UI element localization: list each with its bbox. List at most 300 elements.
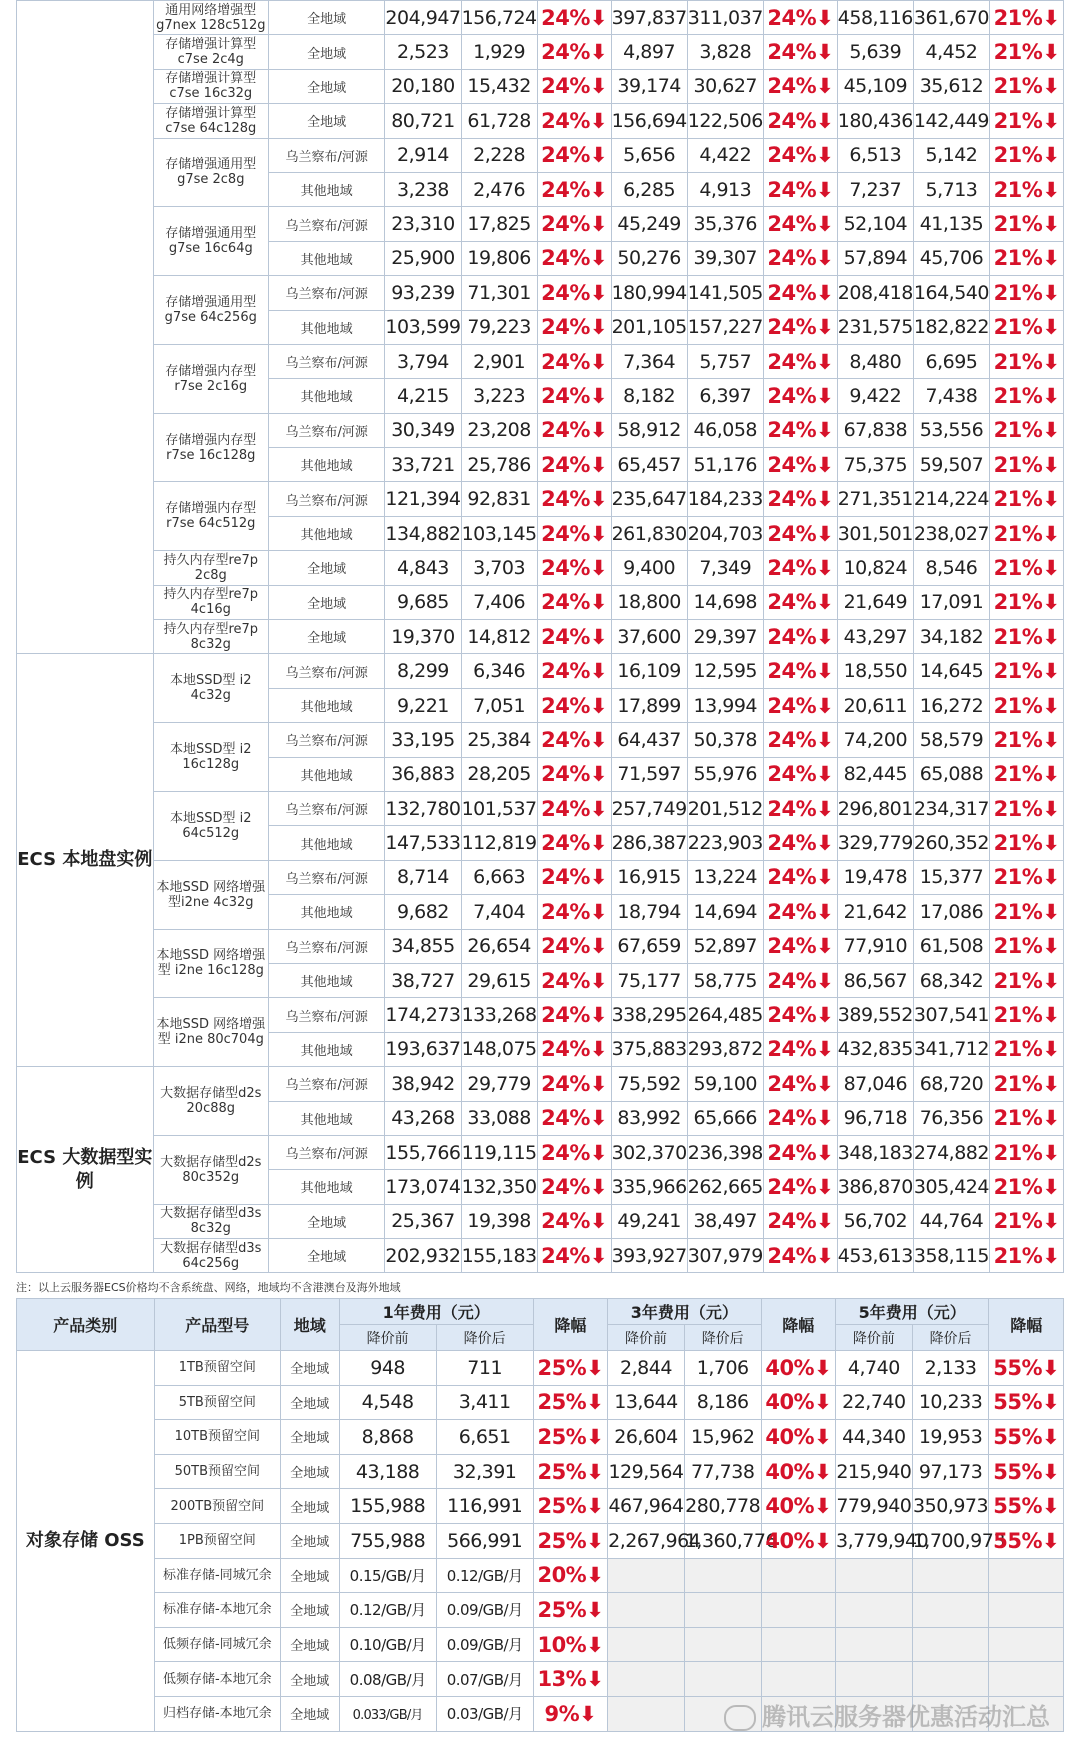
model-cell: 存储增强计算型 c7se 2c4g [153,35,268,69]
price-cell: 204,703 [687,516,763,550]
region-cell: 全地域 [280,1523,339,1558]
price-cell: 74,200 [837,723,913,757]
price-cell: 86,567 [837,963,913,997]
price-cell: 350,973 [912,1489,989,1524]
price-cell: 296,801 [837,791,913,825]
price-cell: 52,897 [687,929,763,963]
price-cell: 103,145 [461,516,537,550]
price-cell: 38,942 [385,1067,461,1101]
drop-cell: 40%⬇ [761,1523,835,1558]
region-cell: 乌兰察布/河源 [268,138,384,172]
price-cell: 65,088 [913,757,989,791]
price-cell: 45,109 [837,69,913,103]
price-cell: 235,647 [611,482,687,516]
drop-cell: 21%⬇ [990,688,1064,722]
price-cell: 93,239 [385,276,461,310]
price-cell: 30,349 [385,413,461,447]
price-cell: 14,698 [687,585,763,619]
table-row [17,620,1064,654]
empty-cell [836,1662,913,1697]
table-row [17,929,1064,963]
region-cell: 其他地域 [268,172,384,206]
price-cell: 46,058 [687,413,763,447]
region-cell: 全地域 [280,1351,339,1386]
model-cell: 存储增强通用型 g7se 64c256g [153,276,268,345]
price-cell: 155,766 [385,1135,461,1169]
price-cell: 9,221 [385,688,461,722]
price-cell: 375,883 [611,1032,687,1066]
price-cell: 755,988 [339,1523,436,1558]
price-cell: 348,183 [837,1135,913,1169]
price-cell: 30,627 [687,69,763,103]
drop-cell: 24%⬇ [763,1170,837,1204]
price-cell: 29,779 [461,1067,537,1101]
price-cell: 92,831 [461,482,537,516]
price-cell: 4,548 [339,1385,436,1420]
model-cell: 本地SSD型 i2 4c32g [153,654,268,723]
region-cell: 其他地域 [268,379,384,413]
price-cell: 3,411 [436,1385,533,1420]
table-row [17,1627,1064,1662]
price-cell: 156,694 [611,104,687,138]
price-cell: 61,728 [461,104,537,138]
header-model: 产品型号 [154,1299,280,1351]
price-cell: 215,940 [836,1454,913,1489]
price-cell: 173,074 [385,1170,461,1204]
price-cell: 174,273 [385,998,461,1032]
price-cell: 234,317 [913,791,989,825]
price-cell: 103,599 [385,310,461,344]
drop-cell: 24%⬇ [537,1239,611,1273]
price-cell: 77,910 [837,929,913,963]
price-cell: 9,422 [837,379,913,413]
price-cell: 38,497 [687,1204,763,1238]
table-row [17,860,1064,894]
price-cell: 14,645 [913,654,989,688]
price-cell: 14,694 [687,895,763,929]
region-cell: 其他地域 [268,448,384,482]
price-cell: 18,800 [611,585,687,619]
price-cell: 83,992 [611,1101,687,1135]
price-cell: 157,227 [687,310,763,344]
price-cell: 15,377 [913,860,989,894]
price-cell: 8,480 [837,344,913,378]
price-cell: 26,654 [461,929,537,963]
empty-cell [608,1627,685,1662]
price-cell: 307,541 [913,998,989,1032]
price-cell: 59,100 [687,1067,763,1101]
price-cell: 286,387 [611,826,687,860]
table-row [17,276,1064,310]
drop-cell: 24%⬇ [537,1032,611,1066]
region-cell: 乌兰察布/河源 [268,482,384,516]
price-cell: 3,828 [687,35,763,69]
price-cell: 386,870 [837,1170,913,1204]
price-cell: 274,882 [913,1135,989,1169]
drop-cell: 24%⬇ [763,860,837,894]
drop-cell: 24%⬇ [537,104,611,138]
price-cell: 134,882 [385,516,461,550]
price-cell: 180,994 [611,276,687,310]
region-cell: 乌兰察布/河源 [268,929,384,963]
price-cell: 44,764 [913,1204,989,1238]
drop-cell: 55%⬇ [989,1523,1064,1558]
price-cell: 3,779,940 [836,1523,913,1558]
price-cell: 0.12/GB/月 [339,1593,436,1628]
region-cell: 其他地域 [268,1032,384,1066]
price-cell: 5,656 [611,138,687,172]
model-cell: 持久内存型re7p 8c32g [153,620,268,654]
price-cell: 4,422 [687,138,763,172]
footnote: 注：以上云服务器ECS价格均不含系统盘、网络，地域均不含港澳台及海外地域 [16,1281,401,1294]
drop-cell: 24%⬇ [763,585,837,619]
price-cell: 29,615 [461,963,537,997]
price-cell: 68,342 [913,963,989,997]
drop-cell: 21%⬇ [990,963,1064,997]
price-cell: 7,404 [461,895,537,929]
price-cell: 311,037 [687,1,763,35]
price-cell: 65,666 [687,1101,763,1135]
price-cell: 264,485 [687,998,763,1032]
price-cell: 5,713 [913,172,989,206]
model-cell: 存储增强通用型 g7se 16c64g [153,207,268,276]
price-cell: 0.07/GB/月 [436,1662,533,1697]
model-cell: 存储增强计算型 c7se 16c32g [153,69,268,103]
drop-cell: 21%⬇ [990,998,1064,1032]
price-cell: 262,665 [687,1170,763,1204]
drop-cell: 40%⬇ [761,1454,835,1489]
region-cell: 乌兰察布/河源 [268,791,384,825]
empty-cell [608,1593,685,1628]
drop-cell: 25%⬇ [533,1385,607,1420]
drop-cell: 24%⬇ [763,1135,837,1169]
table-row [17,69,1064,103]
price-cell: 39,307 [687,241,763,275]
price-cell: 16,272 [913,688,989,722]
price-cell: 4,740 [836,1351,913,1386]
price-cell: 0.09/GB/月 [436,1627,533,1662]
price-cell: 19,806 [461,241,537,275]
model-cell: 存储增强内存型 r7se 64c512g [153,482,268,551]
region-cell: 全地域 [280,1696,339,1731]
drop-cell: 21%⬇ [990,929,1064,963]
price-cell: 45,249 [611,207,687,241]
drop-cell: 24%⬇ [537,344,611,378]
price-cell: 0.15/GB/月 [339,1558,436,1593]
drop-cell: 21%⬇ [990,1101,1064,1135]
drop-cell: 24%⬇ [537,138,611,172]
drop-cell: 24%⬇ [763,1204,837,1238]
drop-cell: 24%⬇ [763,791,837,825]
price-cell: 8,186 [684,1385,761,1420]
price-cell: 182,822 [913,310,989,344]
price-cell: 87,046 [837,1067,913,1101]
price-cell: 68,720 [913,1067,989,1101]
price-cell: 4,215 [385,379,461,413]
price-cell: 129,564 [608,1454,685,1489]
price-cell: 37,600 [611,620,687,654]
price-cell: 397,837 [611,1,687,35]
region-cell: 其他地域 [268,688,384,722]
drop-cell: 40%⬇ [761,1351,835,1386]
price-cell: 3,223 [461,379,537,413]
drop-cell: 10%⬇ [533,1627,607,1662]
drop-cell: 24%⬇ [537,654,611,688]
empty-cell [761,1558,835,1593]
price-cell: 2,228 [461,138,537,172]
table-row [17,1489,1064,1524]
region-cell: 乌兰察布/河源 [268,276,384,310]
table-row [17,413,1064,447]
price-cell: 164,540 [913,276,989,310]
price-cell: 44,340 [836,1420,913,1455]
price-cell: 180,436 [837,104,913,138]
price-cell: 5,142 [913,138,989,172]
price-cell: 2,476 [461,172,537,206]
region-cell: 其他地域 [268,895,384,929]
price-cell: 35,612 [913,69,989,103]
table-row [17,1067,1064,1101]
drop-cell: 24%⬇ [763,241,837,275]
drop-cell: 55%⬇ [989,1351,1064,1386]
price-cell: 238,027 [913,516,989,550]
region-cell: 全地域 [268,1239,384,1273]
price-cell: 20,180 [385,69,461,103]
price-cell: 52,104 [837,207,913,241]
drop-cell: 24%⬇ [537,723,611,757]
price-cell: 19,370 [385,620,461,654]
price-cell: 148,075 [461,1032,537,1066]
drop-cell: 24%⬇ [537,585,611,619]
table-row [17,998,1064,1032]
price-cell: 0.033/GB/月 [339,1696,436,1731]
drop-cell: 24%⬇ [537,1067,611,1101]
model-cell: 存储增强内存型 r7se 16c128g [153,413,268,482]
drop-cell: 24%⬇ [537,688,611,722]
price-cell: 2,523 [385,35,461,69]
drop-cell: 24%⬇ [537,482,611,516]
price-cell: 36,883 [385,757,461,791]
region-cell: 乌兰察布/河源 [268,654,384,688]
table-row [17,1420,1064,1455]
price-cell: 82,445 [837,757,913,791]
price-cell: 305,424 [913,1170,989,1204]
header-before-3: 降价前 [608,1325,685,1351]
drop-cell: 24%⬇ [763,35,837,69]
drop-cell: 21%⬇ [990,1135,1064,1169]
drop-cell: 24%⬇ [763,516,837,550]
table-row [17,1135,1064,1169]
drop-cell: 21%⬇ [990,138,1064,172]
header-3year: 3年费用（元） [608,1299,761,1325]
watermark [724,1697,1050,1732]
model-cell: 50TB预留空间 [154,1454,280,1489]
region-cell: 全地域 [280,1662,339,1697]
price-cell: 33,721 [385,448,461,482]
model-cell: 大数据存储型d3s 8c32g [153,1204,268,1238]
oss-price-table [16,1298,1064,1732]
category-cell: 对象存储 OSS [17,1351,155,1732]
price-cell: 34,855 [385,929,461,963]
drop-cell: 55%⬇ [989,1454,1064,1489]
price-cell: 67,838 [837,413,913,447]
price-cell: 214,224 [913,482,989,516]
price-cell: 5,757 [687,344,763,378]
price-cell: 45,706 [913,241,989,275]
drop-cell: 21%⬇ [990,276,1064,310]
empty-cell [761,1593,835,1628]
price-cell: 15,432 [461,69,537,103]
region-cell: 全地域 [280,1593,339,1628]
drop-cell: 25%⬇ [533,1420,607,1455]
drop-cell: 24%⬇ [537,276,611,310]
price-cell: 566,991 [436,1523,533,1558]
price-cell: 8,182 [611,379,687,413]
price-cell: 141,505 [687,276,763,310]
drop-cell: 21%⬇ [990,551,1064,585]
price-cell: 19,398 [461,1204,537,1238]
empty-cell [912,1593,989,1628]
region-cell: 全地域 [268,104,384,138]
price-cell: 18,550 [837,654,913,688]
price-cell: 341,712 [913,1032,989,1066]
drop-cell: 55%⬇ [989,1420,1064,1455]
region-cell: 乌兰察布/河源 [268,860,384,894]
model-cell: 存储增强通用型 g7se 2c8g [153,138,268,207]
price-cell: 6,397 [687,379,763,413]
price-cell: 142,449 [913,104,989,138]
price-cell: 208,418 [837,276,913,310]
price-cell: 3,794 [385,344,461,378]
drop-cell: 21%⬇ [990,482,1064,516]
region-cell: 其他地域 [268,757,384,791]
model-cell: 归档存储-本地冗余 [154,1696,280,1731]
region-cell: 乌兰察布/河源 [268,1135,384,1169]
table-row [17,1523,1064,1558]
price-cell: 9,682 [385,895,461,929]
price-cell: 17,899 [611,688,687,722]
drop-cell: 24%⬇ [763,69,837,103]
drop-cell: 21%⬇ [990,826,1064,860]
price-cell: 184,233 [687,482,763,516]
header-before-1: 降价前 [339,1325,436,1351]
model-cell: 1PB预留空间 [154,1523,280,1558]
region-cell: 乌兰察布/河源 [268,1067,384,1101]
price-cell: 38,727 [385,963,461,997]
header-drop-5: 降幅 [989,1299,1064,1351]
price-cell: 16,915 [611,860,687,894]
price-cell: 25,384 [461,723,537,757]
region-cell: 全地域 [268,35,384,69]
price-cell: 13,994 [687,688,763,722]
price-cell: 25,367 [385,1204,461,1238]
price-cell: 64,437 [611,723,687,757]
region-cell: 其他地域 [268,1101,384,1135]
header-category: 产品类别 [17,1299,155,1351]
drop-cell: 25%⬇ [533,1523,607,1558]
region-cell: 其他地域 [268,310,384,344]
price-cell: 0.03/GB/月 [436,1696,533,1731]
price-cell: 329,779 [837,826,913,860]
price-cell: 2,267,964 [608,1523,685,1558]
price-cell: 389,552 [837,998,913,1032]
price-cell: 132,350 [461,1170,537,1204]
table-row [17,1385,1064,1420]
price-cell: 1,360,776 [684,1523,761,1558]
price-cell: 59,507 [913,448,989,482]
model-cell: 大数据存储型d3s 64c256g [153,1239,268,1273]
drop-cell: 24%⬇ [537,413,611,447]
price-cell: 33,195 [385,723,461,757]
empty-cell [836,1558,913,1593]
price-cell: 6,285 [611,172,687,206]
price-cell: 307,979 [687,1239,763,1273]
price-cell: 1,929 [461,35,537,69]
price-cell: 28,205 [461,757,537,791]
drop-cell: 24%⬇ [763,963,837,997]
price-cell: 2,914 [385,138,461,172]
region-cell: 其他地域 [268,826,384,860]
price-cell: 29,397 [687,620,763,654]
price-cell: 8,546 [913,551,989,585]
price-cell: 948 [339,1351,436,1386]
price-cell: 204,947 [385,1,461,35]
drop-cell: 24%⬇ [537,998,611,1032]
price-cell: 43,188 [339,1454,436,1489]
price-cell: 6,695 [913,344,989,378]
region-cell: 乌兰察布/河源 [268,723,384,757]
drop-cell: 40%⬇ [761,1385,835,1420]
drop-cell: 21%⬇ [990,654,1064,688]
drop-cell: 21%⬇ [990,241,1064,275]
drop-cell: 24%⬇ [537,207,611,241]
price-cell: 202,932 [385,1239,461,1273]
empty-cell [761,1627,835,1662]
price-cell: 467,964 [608,1489,685,1524]
category-cell: ECS 大数据型实例 [17,1067,154,1273]
drop-cell: 24%⬇ [537,241,611,275]
price-cell: 13,644 [608,1385,685,1420]
drop-cell: 24%⬇ [763,688,837,722]
price-cell: 15,962 [684,1420,761,1455]
price-cell: 7,051 [461,688,537,722]
table-row [17,207,1064,241]
drop-cell: 21%⬇ [990,723,1064,757]
header-after-5: 降价后 [912,1325,989,1351]
model-cell: 低频存储-本地冗余 [154,1662,280,1697]
table-row [17,1454,1064,1489]
price-cell: 9,400 [611,551,687,585]
price-cell: 6,663 [461,860,537,894]
price-cell: 96,718 [837,1101,913,1135]
price-cell: 132,780 [385,791,461,825]
model-cell: 大数据存储型d2s 20c88g [153,1067,268,1136]
category-cell: ECS 本地盘实例 [17,654,154,1067]
price-cell: 280,778 [684,1489,761,1524]
drop-cell: 24%⬇ [763,826,837,860]
region-cell: 全地域 [280,1385,339,1420]
drop-cell: 21%⬇ [990,1170,1064,1204]
price-cell: 8,299 [385,654,461,688]
table-row [17,723,1064,757]
empty-cell [836,1593,913,1628]
model-cell: 200TB预留空间 [154,1489,280,1524]
price-cell: 7,364 [611,344,687,378]
header-after-3: 降价后 [684,1325,761,1351]
weibo-icon [724,1705,756,1731]
empty-cell [684,1593,761,1628]
model-cell: 本地SSD 网络增强型 i2ne 80c704g [153,998,268,1067]
